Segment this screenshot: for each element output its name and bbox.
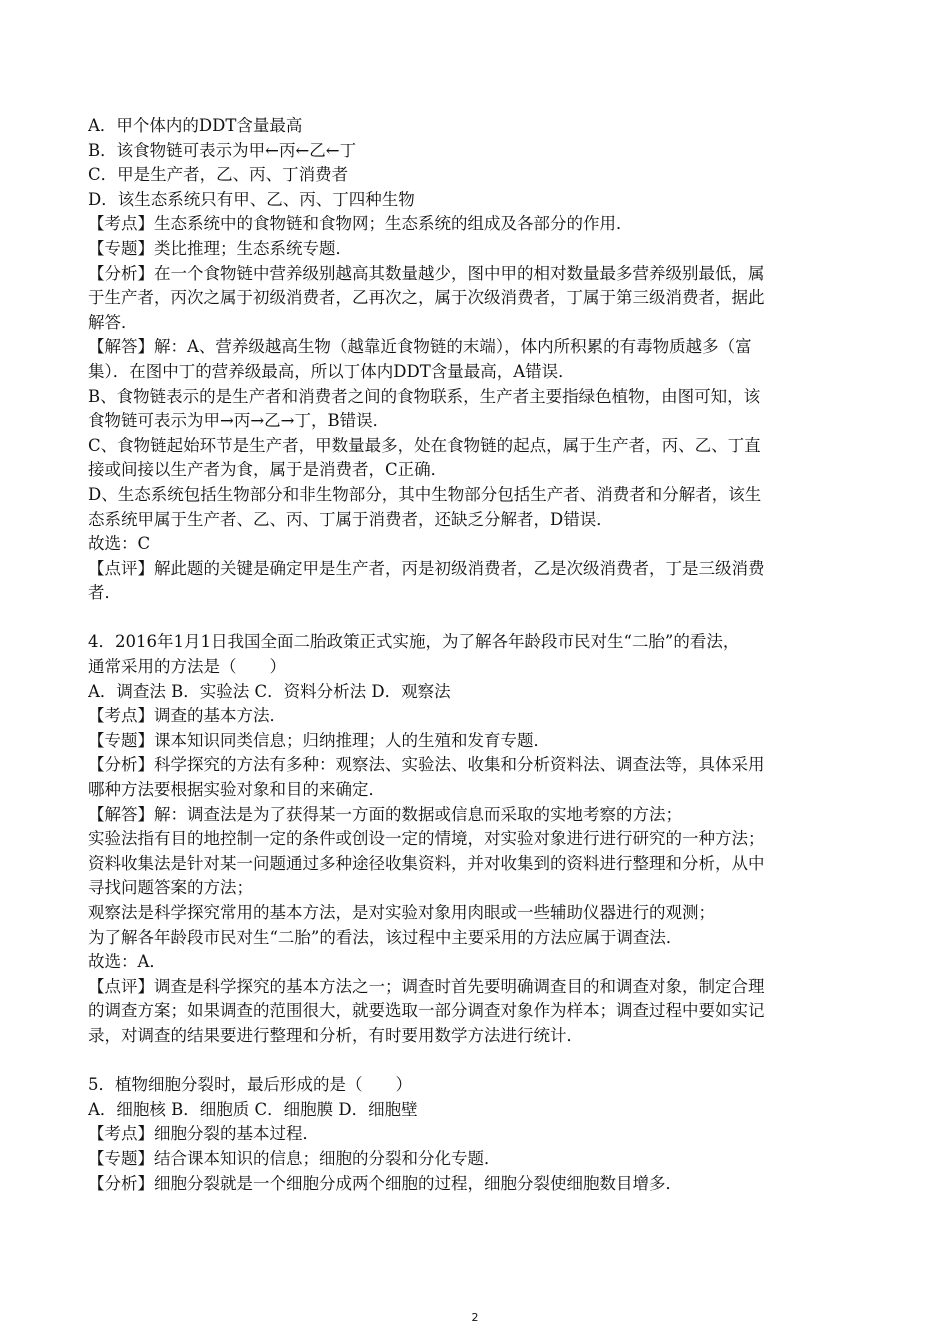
q3-fenxi [88,262,868,336]
q3-zhuanti: 【专题】类比推理；生态系统专题． [88,238,352,258]
option-b: B．该食物链可表示为甲←丙←乙←丁 [88,140,357,160]
answer-line: 故选：A． [88,952,166,972]
q4-kaodian: 【考点】调查的基本方法． [88,706,286,726]
q5-fenxi: 【分析】细胞分裂就是一个细胞分成两个细胞的过程，细胞分裂使细胞数目增多． [88,1173,682,1193]
question-4 [88,630,868,679]
q4-zhuanti: 【专题】课本知识同类信息；归纳推理；人的生殖和发育专题． [88,730,550,750]
question-text: 4．2016年1月1日我国全面二胎政策正式实施，为了解各年龄段市民对生“二胎”的看法， [88,632,740,652]
document-body [88,114,868,1196]
q4-dianping [88,975,868,1049]
question-5: 5．植物细胞分裂时，最后形成的是（ ） [88,1075,412,1095]
text-line: D、生态系统包括生物部分和非生物部分，其中生物部分包括生产者、消费者和分解者，该生 [88,484,762,504]
question-3-options [88,114,868,212]
q5-options: A．细胞核 B．细胞质 C．细胞膜 D．细胞壁 [88,1099,418,1119]
spacer [88,1049,868,1074]
text-line: 的调查方案；如果调查的范围很大，就要选取一部分调查对象作为样本；调查过程中要如实记 [88,1001,765,1021]
text-line: 寻找问题答案的方法； [88,878,253,898]
text-line: 录，对调查的结果要进行整理和分析，有时要用数学方法进行统计． [88,1025,583,1045]
q3-kaodian: 【考点】生态系统中的食物链和食物网；生态系统的组成及各部分的作用． [88,214,633,234]
text-line: 食物链可表示为甲→丙→乙→丁，B错误． [88,411,390,431]
text-line: 【点评】调查是科学探究的基本方法之一；调查时首先要明确调查目的和调查对象，制定合理 [88,976,765,996]
text-line: 解答． [88,312,138,332]
option-c: C．甲是生产者，乙、丙、丁消费者 [88,165,349,185]
q4-fenxi [88,753,868,802]
spacer [88,606,868,631]
text-line: 者． [88,583,121,603]
q3-dianping [88,557,868,606]
text-line: 【分析】在一个食物链中营养级别越高其数量越少，图中甲的相对数量最多营养级别最低，属 [88,263,765,283]
q4-options: A．调查法 B．实验法 C．资料分析法 D．观察法 [88,681,451,701]
text-line: 观察法是科学探究常用的基本方法，是对实验对象用肉眼或一些辅助仪器进行的观测； [88,903,715,922]
q4-jieda [88,803,868,975]
option-a: A．甲个体内的DDT含量最高 [88,116,303,135]
text-line: C、食物链起始环节是生产者，甲数量最多，处在食物链的起点，属于生产者，丙、乙、丁直 [88,435,761,455]
text-line: 态系统甲属于生产者、乙、丙、丁属于消费者，还缺乏分解者，D错误． [88,509,613,529]
text-line: 接或间接以生产者为食，属于是消费者，C正确． [88,460,448,480]
text-line: 资料收集法是针对某一问题通过多种途径收集资料，并对收集到的资料进行整理和分析，从中 [88,853,765,873]
text-line: 集）．在图中丁的营养级最高，所以丁体内DDT含量最高，A错误． [88,361,575,381]
q5-zhuanti: 【专题】结合课本知识的信息；细胞的分裂和分化专题． [88,1148,501,1168]
answer-line: 故选：C [88,534,151,554]
page-number: 2 [471,1311,479,1324]
text-line: 【解答】解：A、营养级越高生物（越靠近食物链的末端），体内所积累的有毒物质越多（富 [88,337,752,357]
text-line: B、食物链表示的是生产者和消费者之间的食物联系，生产者主要指绿色植物，由图可知，该 [88,386,761,406]
q5-kaodian: 【考点】细胞分裂的基本过程． [88,1124,319,1144]
option-d: D．该生态系统只有甲、乙、丙、丁四种生物 [88,189,415,209]
text-line: 【解答】解：调查法是为了获得某一方面的数据或信息而采取的实地考察的方法； [88,804,682,824]
text-line: 哪种方法要根据实验对象和目的来确定． [88,780,385,800]
question-text: 通常采用的方法是（ ） [88,657,286,677]
text-line: 于生产者，丙次之属于初级消费者，乙再次之，属于次级消费者，丁属于第三级消费者，据此 [88,288,765,308]
text-line: 实验法指有目的地控制一定的条件或创设一定的情境，对实验对象进行进行研究的一种方法； [88,829,765,849]
q3-jieda [88,335,868,556]
text-line: 【点评】解此题的关键是确定甲是生产者，丙是初级消费者，乙是次级消费者，丁是三级消费 [88,558,765,578]
text-line: 【分析】科学探究的方法有多种：观察法、实验法、收集和分析资料法、调查法等，具体采用 [88,755,765,775]
text-line: 为了解各年龄段市民对生“二胎”的看法，该过程中主要采用的方法应属于调查法． [88,927,683,947]
